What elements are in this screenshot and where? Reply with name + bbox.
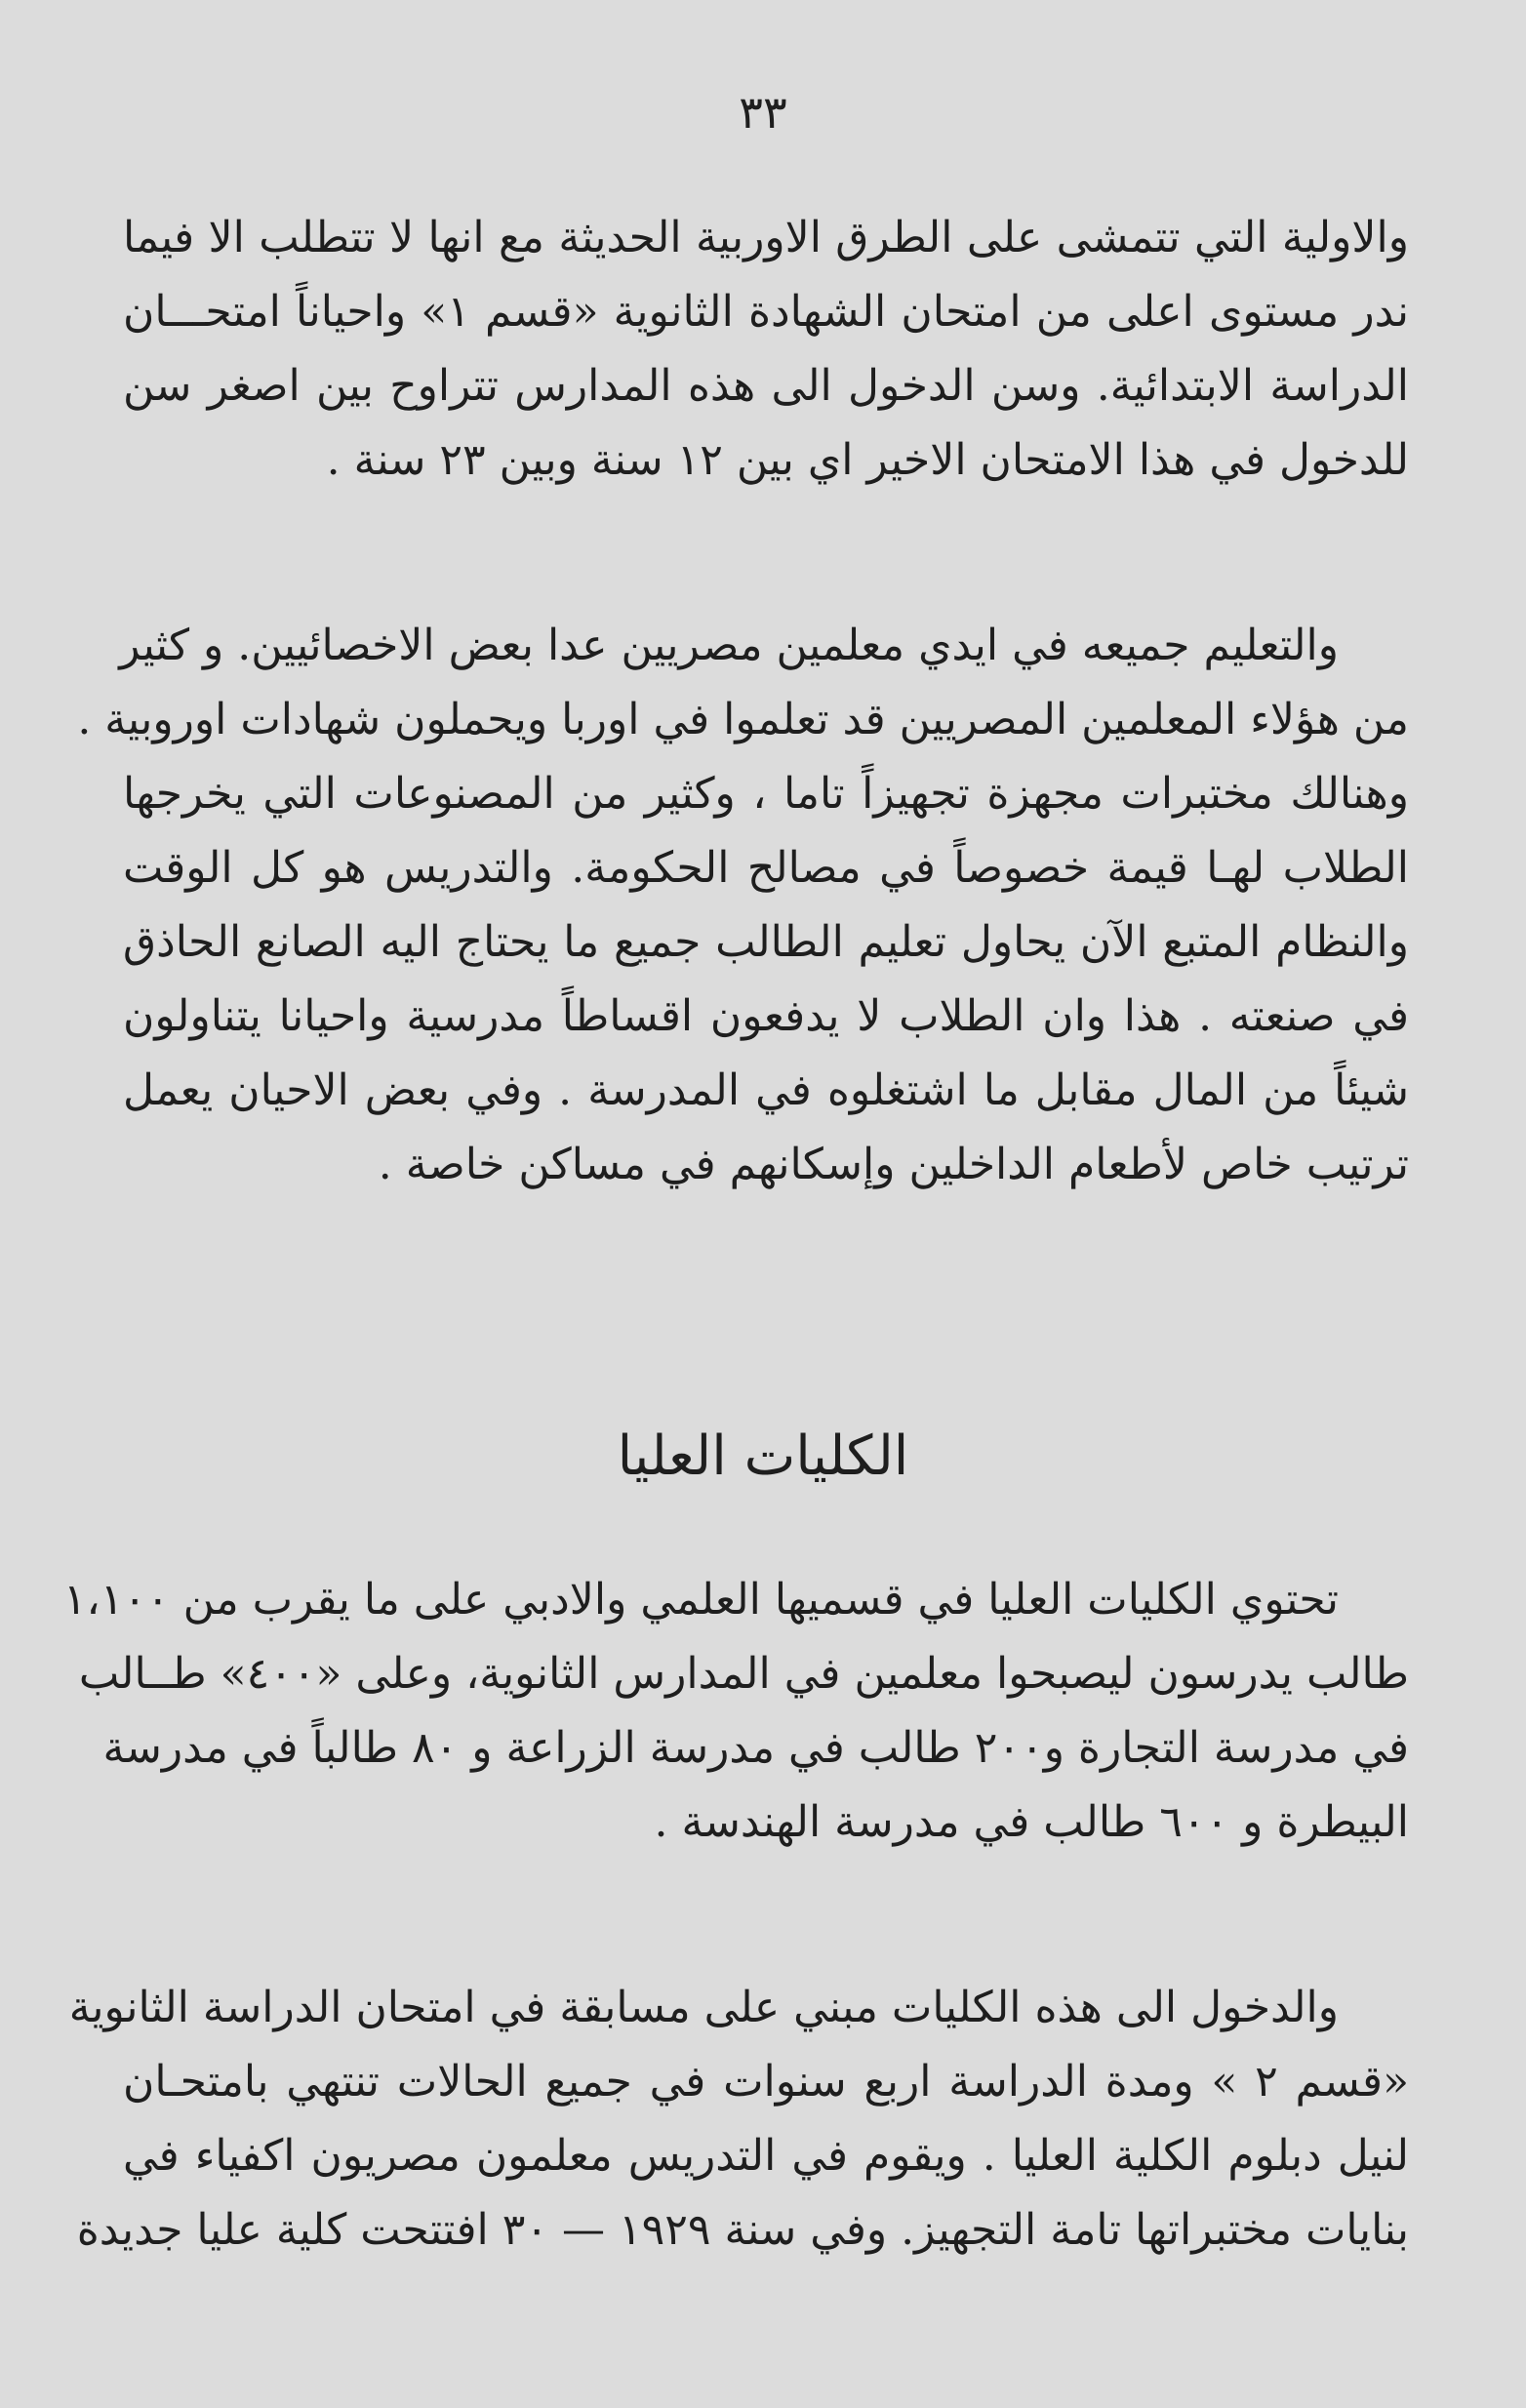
- text-line: الطلاب لهـا قيمة خصوصاً في مصالح الحكومة. والتدريس هو كل الوقت: [123, 843, 1409, 893]
- text-line: شيئاً من المال مقابل ما اشتغلوه في المدرسة . وفي بعض الاحيان يعمل: [123, 1065, 1409, 1115]
- paragraph-4: [68, 1971, 1409, 2268]
- text-line: والنظام المتبع الآن يحاول تعليم الطالب جميع ما يحتاج اليه الصانع الحاذق: [123, 917, 1409, 967]
- text-line: طالب يدرسون ليصبحوا معلمين في المدارس الثانوية، وعلى «٤٠٠» طــالب: [78, 1649, 1409, 1699]
- page-number: ٣٣: [739, 86, 787, 139]
- paragraph-2: [77, 609, 1409, 1202]
- text-line: الدراسة الابتدائية. وسن الدخول الى هذه المدارس تتراوح بين اصغر سن: [123, 361, 1409, 411]
- text-line: البيطرة و ٦٠٠ طالب في مدرسة الهندسة .: [654, 1797, 1409, 1847]
- text-line: والدخول الى هذه الكليات مبني على مسابقة في امتحان الدراسة الثانوية: [68, 1983, 1339, 2032]
- text-line: ترتيب خاص لأطعام الداخلين وإسكانهم في مساكن خاصة .: [378, 1140, 1409, 1189]
- text-line: للدخول في هذا الامتحان الاخير اي بين ١٢ سنة وبين ٢٣ سنة .: [326, 435, 1409, 485]
- text-line: بنايات مختبراتها تامة التجهيز. وفي سنة ١٩٢٩ — ٣٠ افتتحت كلية عليا جديدة: [76, 2205, 1409, 2255]
- paragraph-3: [62, 1563, 1409, 1860]
- text-line: ندر مستوى اعلى من امتحان الشهادة الثانوية «قسم ١» واحياناً امتحـــان: [123, 287, 1409, 337]
- text-line: والتعليم جميعه في ايدي معلمين مصريين عدا بعض الاخصائيين. و كثير: [119, 621, 1339, 670]
- text-line: تحتوي الكليات العليا في قسميها العلمي والادبي على ما يقرب من ١،١٠٠: [62, 1575, 1339, 1625]
- section-heading: الكليات العليا: [617, 1425, 909, 1488]
- text-line: من هؤلاء المعلمين المصريين قد تعلموا في اوربا ويحملون شهادات اوروبية .: [77, 695, 1409, 744]
- text-line: «قسم ٢ » ومدة الدراسة اربع سنوات في جميع الحالات تنتهي بامتحـان: [123, 2057, 1409, 2107]
- text-line: في مدرسة التجارة و٢٠٠ طالب في مدرسة الزراعة و ٨٠ طالباً في مدرسة: [102, 1723, 1409, 1773]
- text-line: والاولية التي تتمشى على الطرق الاوربية الحديثة مع انها لا تتطلب الا فيما: [123, 213, 1409, 262]
- paragraph-1: [123, 201, 1409, 498]
- text-line: وهنالك مختبرات مجهزة تجهيزاً تاما ، وكثير من المصنوعات التي يخرجها: [123, 769, 1409, 819]
- text-line: لنيل دبلوم الكلية العليا . ويقوم في التدريس معلمون مصريون اكفياء في: [123, 2131, 1409, 2181]
- text-line: في صنعته . هذا وان الطلاب لا يدفعون اقساطاً مدرسية واحيانا يتناولون: [123, 991, 1409, 1041]
